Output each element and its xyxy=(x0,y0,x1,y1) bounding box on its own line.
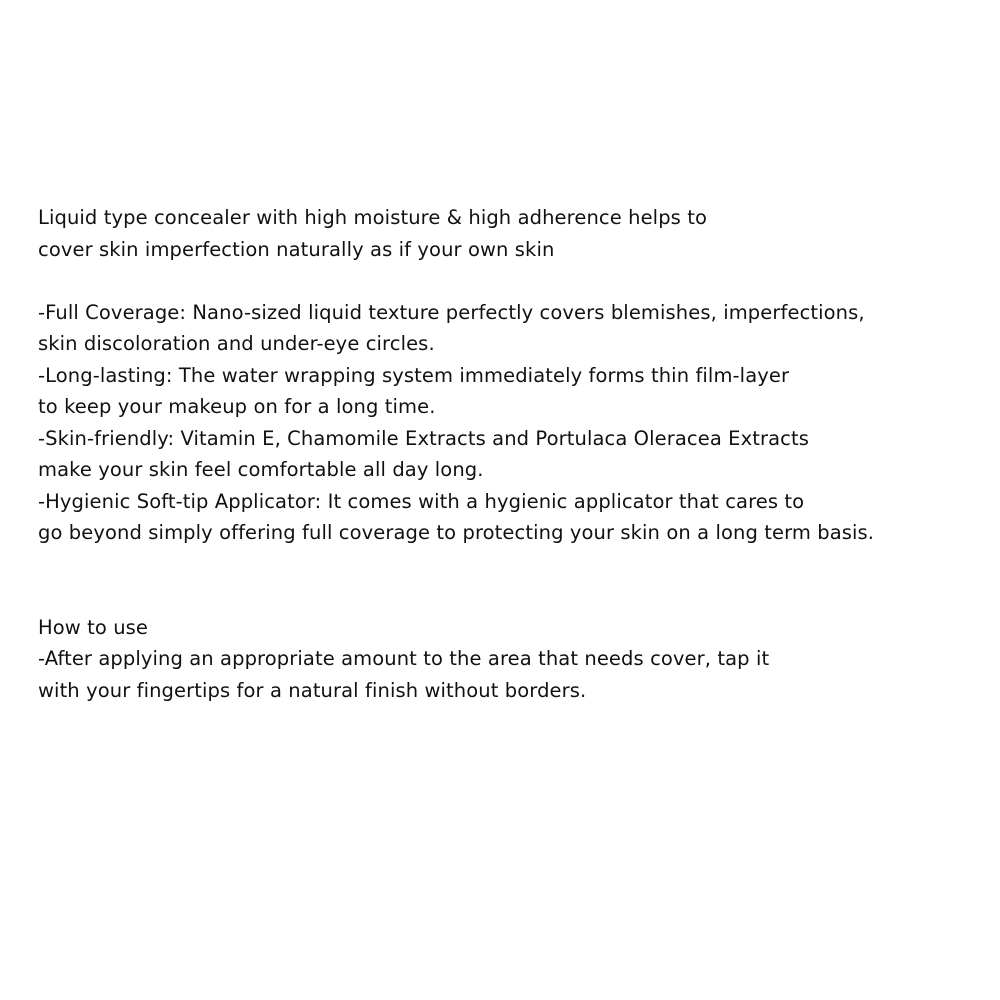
intro-line: cover skin imperfection naturally as if your own skin xyxy=(38,237,555,261)
description-text-block xyxy=(38,202,978,706)
paragraph-spacer xyxy=(38,265,978,297)
feature-applicator-line: -Hygienic Soft-tip Applicator: It comes with a hygienic applicator that cares to xyxy=(38,489,805,513)
how-to-use-heading: How to use xyxy=(38,615,149,639)
feature-applicator-line: go beyond simply offering full coverage to protecting your skin on a long term basis. xyxy=(38,521,875,544)
feature-skin-friendly-line: make your skin feel comfortable all day long. xyxy=(38,458,484,481)
feature-full-coverage-line: -Full Coverage: Nano-sized liquid texture perfectly covers blemishes, imperfections, xyxy=(38,300,865,324)
intro-paragraph xyxy=(38,202,978,265)
how-to-use-section xyxy=(38,612,978,707)
how-to-use-line: with your fingertips for a natural finish without borders. xyxy=(38,678,587,702)
features-list xyxy=(38,297,978,549)
feature-skin-friendly-line: -Skin-friendly: Vitamin E, Chamomile Extracts and Portulaca Oleracea Extracts xyxy=(38,426,809,450)
feature-long-lasting-line: to keep your makeup on for a long time. xyxy=(38,395,436,418)
feature-long-lasting-line: -Long-lasting: The water wrapping system immediately forms thin film-layer xyxy=(38,363,790,387)
intro-line: Liquid type concealer with high moisture & high adherence helps to xyxy=(38,206,707,229)
feature-full-coverage-line: skin discoloration and under-eye circles. xyxy=(38,332,435,355)
section-spacer xyxy=(38,549,978,612)
how-to-use-line: -After applying an appropriate amount to the area that needs cover, tap it xyxy=(38,647,770,670)
